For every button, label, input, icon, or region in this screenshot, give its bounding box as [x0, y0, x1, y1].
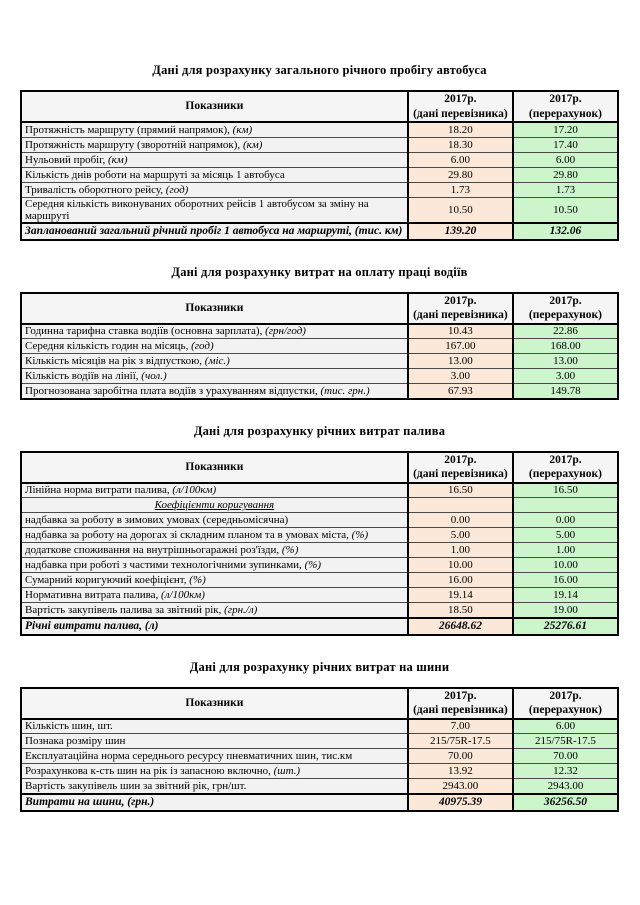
table-row [21, 384, 618, 399]
indicator-label: надбавка за роботу в зимових умовах (середньомісячна) [21, 513, 408, 528]
indicator-label: Вартість закупівель палива за звітний рік, (грн./л) [21, 603, 408, 618]
recalc-value: 22.86 [513, 324, 618, 339]
carrier-value: 10.43 [408, 324, 513, 339]
indicator-label: Кількість водіїв на лінії, (чол.) [21, 369, 408, 384]
table-row [21, 324, 618, 339]
indicator-label: додаткове споживання на внутрішньогаражні роз'їзди, (%) [21, 543, 408, 558]
table-title: Дані для розрахунку загального річного пробігу автобуса [152, 63, 487, 77]
carrier-value: 3.00 [408, 369, 513, 384]
table-title: Дані для розрахунку річних витрат на шини [189, 659, 450, 674]
indicator-label: Кількість шин, шт. [21, 719, 408, 734]
indicator-label: Нульовий пробіг, (км) [21, 152, 408, 167]
section-fuel-costs [20, 424, 619, 636]
table-row [21, 339, 618, 354]
indicator-label: Сумарний коригуючий коефіцієнт, (%) [21, 573, 408, 588]
header-indicators: Показники [21, 91, 408, 122]
header-row [21, 293, 618, 324]
indicator-label: Кількість днів роботи на маршруті за місяць 1 автобуса [21, 167, 408, 182]
carrier-value: 6.00 [408, 152, 513, 167]
section-row [21, 498, 618, 513]
recalc-value: 36256.50 [513, 794, 618, 811]
recalc-value: 19.14 [513, 588, 618, 603]
carrier-value: 18.20 [408, 122, 513, 137]
recalc-value: 132.06 [513, 223, 618, 240]
recalc-value: 29.80 [513, 167, 618, 182]
carrier-value: 0.00 [408, 513, 513, 528]
indicator-label: Годинна тарифна ставка водіїв (основна зарплата), (грн/год) [21, 324, 408, 339]
driver-wages-table [20, 292, 619, 400]
section-tire-costs [20, 660, 619, 812]
carrier-value: 7.00 [408, 719, 513, 734]
header-recalculation: 2017р. (перерахунок) [513, 452, 618, 483]
recalc-value: 10.50 [513, 197, 618, 223]
indicator-label: Річні витрати палива, (л) [21, 618, 408, 635]
recalc-value: 1.73 [513, 182, 618, 197]
table-row [21, 167, 618, 182]
recalc-value: 13.00 [513, 354, 618, 369]
indicator-label: Прогнозована заробітна плата водіїв з урахуванням відпустки, (тис. грн.) [21, 384, 408, 399]
indicator-label: надбавка за роботу на дорогах зі складним планом та в умовах міста, (%) [21, 528, 408, 543]
header-indicators: Показники [21, 293, 408, 324]
carrier-value: 10.00 [408, 558, 513, 573]
recalc-value: 0.00 [513, 513, 618, 528]
table-row [21, 152, 618, 167]
header-indicators: Показники [21, 452, 408, 483]
annual-mileage-table [20, 90, 619, 241]
indicator-label: Середня кількість годин на місяць, (год) [21, 339, 408, 354]
indicator-label: надбавка при роботі з частими технологічними зупинками, (%) [21, 558, 408, 573]
fuel-costs-table [20, 451, 619, 636]
table-row [21, 369, 618, 384]
indicator-label: Познака розміру шин [21, 734, 408, 749]
indicator-label: Кількість місяців на рік з відпусткою, (міс.) [21, 354, 408, 369]
carrier-value: 18.30 [408, 137, 513, 152]
total-row [21, 618, 618, 635]
carrier-value: 2943.00 [408, 779, 513, 794]
carrier-value: 5.00 [408, 528, 513, 543]
carrier-value: 67.93 [408, 384, 513, 399]
carrier-value: 26648.62 [408, 618, 513, 635]
header-row [21, 452, 618, 483]
header-row [21, 688, 618, 719]
header-carrier-data: 2017р. (дані перевізника) [408, 688, 513, 719]
indicator-label: Протяжність маршруту (прямий напрямок), (км) [21, 122, 408, 137]
recalc-value: 25276.61 [513, 618, 618, 635]
indicator-label: Витрати на шини, (грн.) [21, 794, 408, 811]
carrier-value: 18.50 [408, 603, 513, 618]
table-row [21, 513, 618, 528]
indicator-label: Лінійна норма витрати палива, (л/100км) [21, 483, 408, 498]
recalc-value: 168.00 [513, 339, 618, 354]
carrier-value: 10.50 [408, 197, 513, 223]
indicator-label: Вартість закупівель шин за звітний рік, грн/шт. [21, 779, 408, 794]
indicator-label: Розрахункова к-сть шин на рік із запасною включно, (шт.) [21, 764, 408, 779]
table-row [21, 779, 618, 794]
carrier-value: 70.00 [408, 749, 513, 764]
carrier-value: 167.00 [408, 339, 513, 354]
recalc-value: 149.78 [513, 384, 618, 399]
carrier-value [408, 498, 513, 513]
table-row [21, 122, 618, 137]
table-title: Дані для розрахунку витрат на оплату праці водіїв [171, 264, 468, 279]
recalc-value: 19.00 [513, 603, 618, 618]
table-row [21, 749, 618, 764]
indicator-label: Нормативна витрата палива, (л/100км) [21, 588, 408, 603]
recalc-value: 17.20 [513, 122, 618, 137]
table-row [21, 197, 618, 223]
recalc-value: 3.00 [513, 369, 618, 384]
carrier-value: 1.00 [408, 543, 513, 558]
table-row [21, 558, 618, 573]
table-row [21, 483, 618, 498]
table-row [21, 719, 618, 734]
recalc-value: 70.00 [513, 749, 618, 764]
recalc-value: 16.50 [513, 483, 618, 498]
total-row [21, 223, 618, 240]
carrier-value: 40975.39 [408, 794, 513, 811]
recalc-value: 2943.00 [513, 779, 618, 794]
table-title: Дані для розрахунку річних витрат палива [193, 423, 446, 438]
recalc-value: 6.00 [513, 152, 618, 167]
recalc-value: 6.00 [513, 719, 618, 734]
table-row [21, 543, 618, 558]
section-driver-wages [20, 265, 619, 400]
indicator-label: Середня кількість виконуваних оборотних рейсів 1 автобусом за зміну на маршруті [21, 197, 408, 223]
section-annual-mileage [20, 63, 619, 241]
indicator-label: Тривалість оборотного рейсу, (год) [21, 182, 408, 197]
recalc-value: 1.00 [513, 543, 618, 558]
table-row [21, 182, 618, 197]
header-recalculation: 2017р. (перерахунок) [513, 293, 618, 324]
table-row [21, 588, 618, 603]
header-carrier-data: 2017р. (дані перевізника) [408, 91, 513, 122]
carrier-value: 16.50 [408, 483, 513, 498]
header-carrier-data: 2017р. (дані перевізника) [408, 293, 513, 324]
indicator-label: Експлуатаційна норма середнього ресурсу пневматичних шин, тис.км [21, 749, 408, 764]
carrier-value: 19.14 [408, 588, 513, 603]
recalc-value: 215/75R-17.5 [513, 734, 618, 749]
tire-costs-table [20, 687, 619, 812]
table-row [21, 528, 618, 543]
indicator-label: Коефіцієнти коригування [21, 498, 408, 513]
header-carrier-data: 2017р. (дані перевізника) [408, 452, 513, 483]
header-indicators: Показники [21, 688, 408, 719]
carrier-value: 139.20 [408, 223, 513, 240]
header-row [21, 91, 618, 122]
recalc-value: 5.00 [513, 528, 618, 543]
table-row [21, 573, 618, 588]
carrier-value: 16.00 [408, 573, 513, 588]
recalc-value [513, 498, 618, 513]
recalc-value: 17.40 [513, 137, 618, 152]
carrier-value: 13.92 [408, 764, 513, 779]
indicator-label: Запланований загальний річний пробіг 1 автобуса на маршруті, (тис. км) [21, 223, 408, 240]
header-recalculation: 2017р. (перерахунок) [513, 688, 618, 719]
recalc-value: 16.00 [513, 573, 618, 588]
table-row [21, 137, 618, 152]
recalc-value: 12.32 [513, 764, 618, 779]
table-row [21, 734, 618, 749]
table-row [21, 354, 618, 369]
total-row [21, 794, 618, 811]
carrier-value: 1.73 [408, 182, 513, 197]
table-row [21, 764, 618, 779]
header-recalculation: 2017р. (перерахунок) [513, 91, 618, 122]
indicator-label: Протяжність маршруту (зворотній напрямок), (км) [21, 137, 408, 152]
carrier-value: 215/75R-17.5 [408, 734, 513, 749]
carrier-value: 29.80 [408, 167, 513, 182]
carrier-value: 13.00 [408, 354, 513, 369]
recalc-value: 10.00 [513, 558, 618, 573]
table-row [21, 603, 618, 618]
